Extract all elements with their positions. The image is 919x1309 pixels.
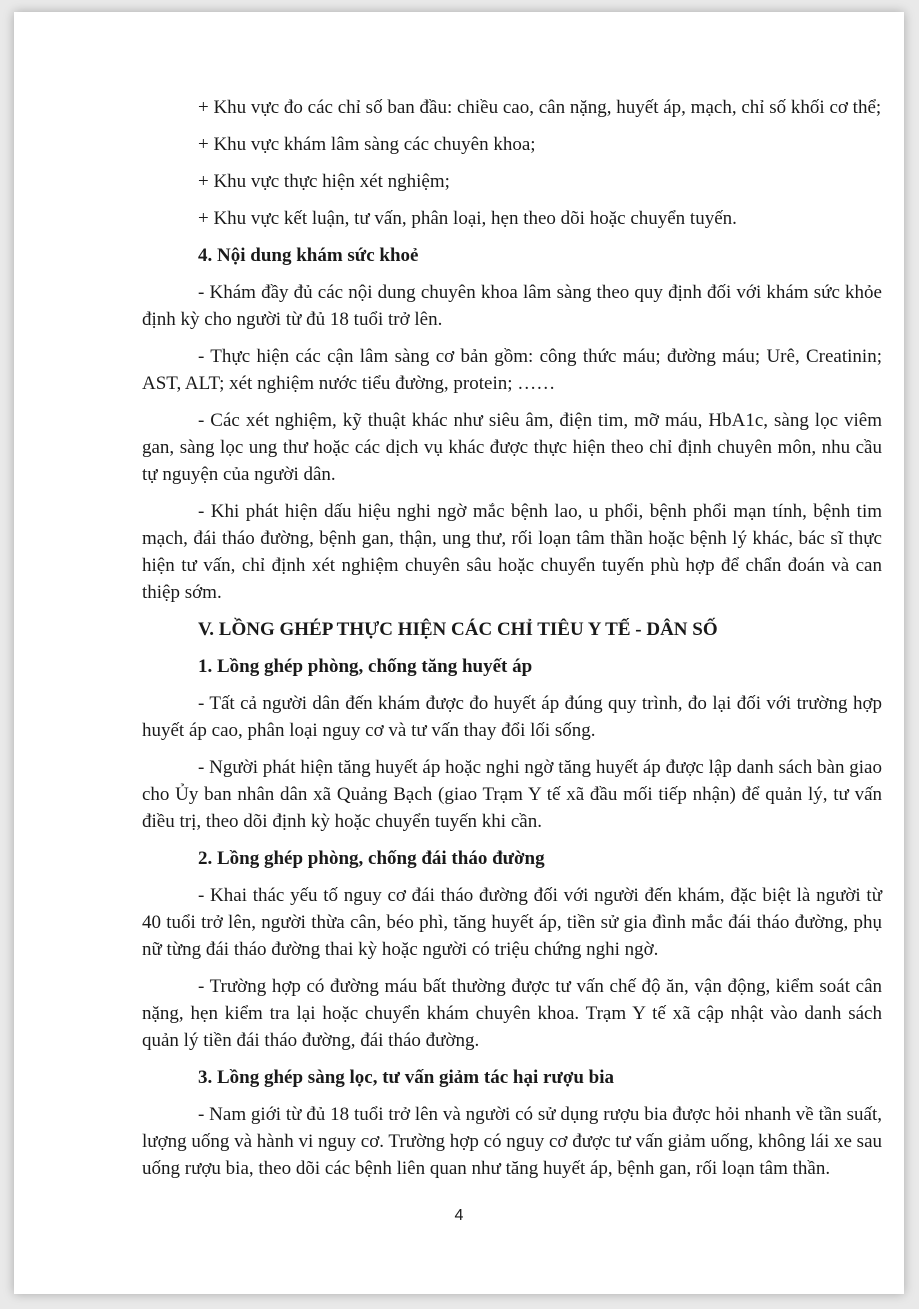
page-number: 4 (454, 1207, 464, 1224)
paragraph-alcohol-screening: - Nam giới từ đủ 18 tuổi trở lên và người có sử dụng rượu bia được hỏi nhanh về tần suất, lượng uống và hành vi nguy cơ. Trường hợp có nguy cơ được tư vấn giảm uống, không lái xe sau uống rượu bia, theo dõi các bệnh liên quan như tăng huyết áp, bệnh gan, rối loạn tâm thần. (142, 1104, 883, 1179)
paragraph-bp-handover: - Người phát hiện tăng huyết áp hoặc nghi ngờ tăng huyết áp được lập danh sách bàn giao cho Ủy ban nhân dân xã Quảng Bạch (giao Trạm Y tế xã đầu mối tiếp nhận) để quản lý, tư vấn điều trị, theo dõi định kỳ hoặc chuyển tuyến khi cần. (142, 757, 882, 832)
heading-hypertension: 1. Lồng ghép phòng, chống tăng huyết áp (198, 656, 533, 677)
paragraph-bp-measure: - Tất cả người dân đến khám được đo huyết áp đúng quy trình, đo lại đối với trường hợp huyết áp cao, phân loại nguy cơ và tư vấn thay đổi lối sống. (142, 693, 882, 741)
heading-alcohol: 3. Lồng ghép sàng lọc, tư vấn giảm tác hại rượu bia (198, 1067, 615, 1088)
heading-part-v: V. LỒNG GHÉP THỰC HIỆN CÁC CHỈ TIÊU Y TẾ - DÂN SỐ (198, 619, 718, 640)
bullet-area-lab: + Khu vực thực hiện xét nghiệm; (198, 171, 450, 192)
document-page (14, 12, 904, 1294)
paragraph-diabetes-risk: - Khai thác yếu tố nguy cơ đái tháo đường đối với người đến khám, đặc biệt là người từ 40 tuổi trở lên, người thừa cân, béo phì, tăng huyết áp, tiền sử gia đình mắc đái tháo đường, phụ nữ từng đái tháo đường thai kỳ hoặc người có triệu chứng nghi ngờ. (142, 885, 882, 960)
paragraph-basic-tests: - Thực hiện các cận lâm sàng cơ bản gồm: công thức máu; đường máu; Urê, Creatinin; AST, ALT; xét nghiệm nước tiểu đường, protein; …… (142, 346, 882, 394)
paragraph-clinical-exam: - Khám đầy đủ các nội dung chuyên khoa lâm sàng theo quy định đối với khám sức khỏe định kỳ cho người từ đủ 18 tuổi trở lên. (142, 282, 882, 330)
heading-section-4: 4. Nội dung khám sức khoẻ (198, 245, 419, 266)
bullet-area-conclusion: + Khu vực kết luận, tư vấn, phân loại, hẹn theo dõi hoặc chuyển tuyến. (198, 208, 737, 229)
paragraph-other-tests: - Các xét nghiệm, kỹ thuật khác như siêu âm, điện tim, mỡ máu, HbA1c, sàng lọc viêm gan, sàng lọc ung thư hoặc các dịch vụ khác được thực hiện theo chỉ định chuyên môn, nhu cầu tự nguyện của người dân. (142, 410, 882, 485)
document-body (142, 94, 882, 1192)
heading-diabetes: 2. Lồng ghép phòng, chống đái tháo đường (198, 848, 545, 869)
bullet-area-clinical: + Khu vực khám lâm sàng các chuyên khoa; (198, 134, 536, 155)
bullet-area-measure: + Khu vực đo các chỉ số ban đầu: chiều cao, cân nặng, huyết áp, mạch, chỉ số khối cơ thể; (198, 97, 882, 118)
paragraph-diabetes-followup: - Trường hợp có đường máu bất thường được tư vấn chế độ ăn, vận động, kiểm soát cân nặng, hẹn kiểm tra lại hoặc chuyển khám chuyên khoa. Trạm Y tế xã cập nhật vào danh sách quản lý tiền đái tháo đường, đái tháo đường. (142, 976, 882, 1051)
paragraph-referral: - Khi phát hiện dấu hiệu nghi ngờ mắc bệnh lao, u phổi, bệnh phổi mạn tính, bệnh tim mạch, đái tháo đường, bệnh gan, thận, ung thư, rối loạn tâm thần hoặc bệnh lý khác, bác sĩ thực hiện tư vấn, chỉ định xét nghiệm chuyên sâu hoặc chuyển tuyến phù hợp để chẩn đoán và can thiệp sớm. (142, 501, 882, 603)
